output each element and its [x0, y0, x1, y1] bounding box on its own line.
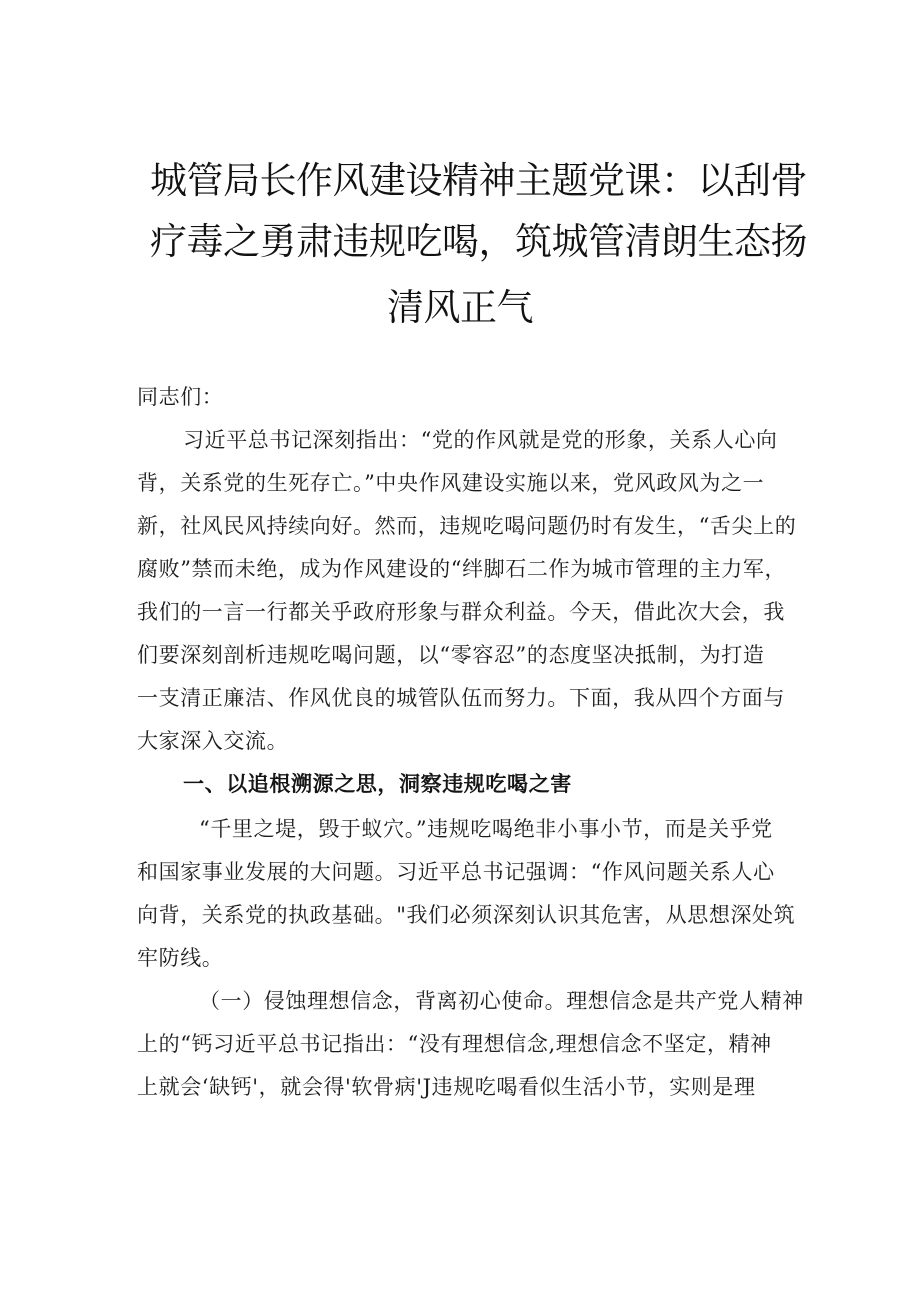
paragraph-line: 一支清正廉洁、作风优良的城管队伍而努力。下面，我从四个方面与	[137, 686, 785, 710]
paragraph-line: （一）侵蚀理想信念，背离初心使命。理想信念是共产党人精神	[199, 989, 804, 1013]
paragraph-line: 新，社风民风持续向好。然而，违规吃喝问题仍时有发生，“舌尖上的	[137, 514, 797, 538]
section-heading: 一、以追根溯源之思，洞察违规吃喝之害	[183, 772, 572, 796]
paragraph-line: 腐败”禁而未绝，成为作风建设的“绊脚石二作为城市管理的主力军，	[137, 557, 787, 581]
paragraph-line: 背，关系党的生死存亡。”中央作风建设实施以来，党风政风为之一	[137, 471, 765, 495]
paragraph-line: 大家深入交流。	[137, 729, 289, 753]
paragraph-line: 我们的一言一行都关乎政府形象与群众利益。今天，借此次大会，我	[137, 600, 785, 624]
paragraph-line: 牢防线。	[137, 946, 224, 970]
paragraph-line: 上的“钙习近平总书记指出：“没有理想信念,理想信念不坚定，精神	[137, 1032, 772, 1056]
paragraph-line: 习近平总书记深刻指出：“党的作风就是党的形象，关系人心向	[183, 428, 778, 452]
paragraph-line: 向背，关系党的执政基础。"我们必须深刻认识其危害，从思想深处筑	[137, 903, 796, 927]
title-line: 清风正气	[387, 286, 533, 329]
paragraph-line: 们要深刻剖析违规吃喝问题，以“零容忍”的态度坚决抵制，为打造	[137, 643, 765, 667]
title-line: 城管局长作风建设精神主题党课：以刮骨	[150, 159, 807, 202]
title-line: 疗毒之勇肃违规吃喝，筑城管清朗生态扬	[150, 220, 807, 263]
paragraph-line: 上就会‘缺钙'，就会得'软骨病'J违规吃喝看似生活小节，实则是理	[137, 1075, 756, 1099]
paragraph-line: “千里之堤，毁于蚁穴。”违规吃喝绝非小事小节，而是关乎党	[199, 817, 773, 841]
paragraph-line: 和国家事业发展的大问题。习近平总书记强调：“作风问题关系人心	[137, 860, 775, 884]
salutation: 同志们：	[137, 385, 224, 409]
